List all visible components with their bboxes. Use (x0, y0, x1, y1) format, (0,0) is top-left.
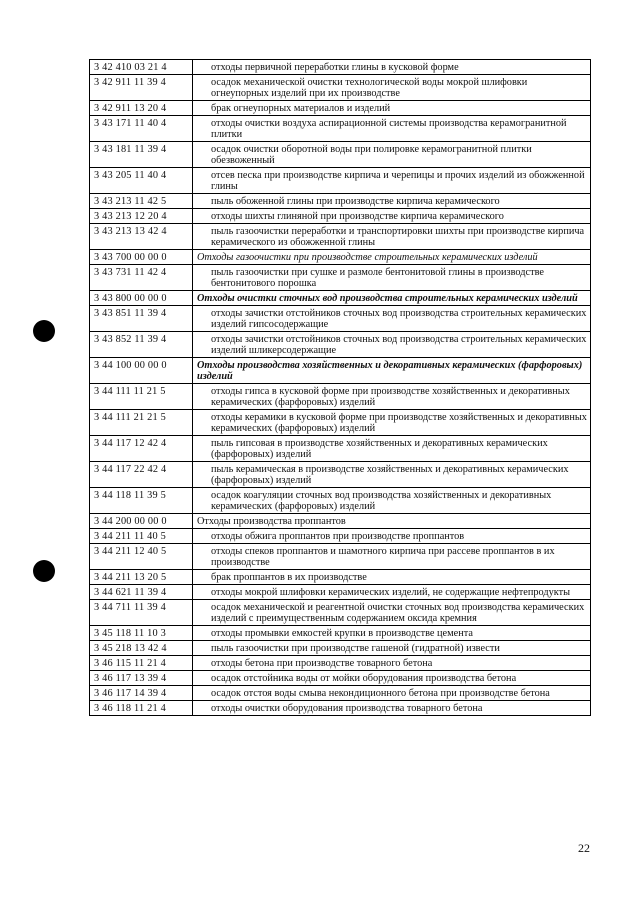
waste-description-cell: отходы зачистки отстойников сточных вод производства строительных керамических изделий гипсосодержащие (193, 306, 591, 332)
waste-description-cell: отходы мокрой шлифовки керамических изделий, не содержащие нефтепродукты (193, 585, 591, 600)
waste-code-cell: 3 46 117 14 39 4 (90, 686, 193, 701)
table-row (90, 291, 591, 306)
waste-description-cell: отходы шихты глиняной при производстве кирпича керамического (193, 209, 591, 224)
waste-description-cell: отходы керамики в кусковой форме при производстве хозяйственных и декоративных керамических (фарфоровых) изделий (193, 410, 591, 436)
table-row (90, 641, 591, 656)
waste-code-cell: 3 46 118 11 21 4 (90, 701, 193, 716)
page-number: 22 (578, 841, 590, 855)
table-row (90, 168, 591, 194)
waste-code-cell: 3 43 800 00 00 0 (90, 291, 193, 306)
waste-code-cell: 3 43 731 11 42 4 (90, 265, 193, 291)
waste-code-cell: 3 43 700 00 00 0 (90, 250, 193, 265)
waste-code-cell: 3 42 911 13 20 4 (90, 101, 193, 116)
table-row (90, 436, 591, 462)
waste-description-cell: пыль обоженной глины при производстве кирпича керамического (193, 194, 591, 209)
table-row (90, 686, 591, 701)
table-row (90, 194, 591, 209)
waste-description-cell: отходы бетона при производстве товарного бетона (193, 656, 591, 671)
waste-description-cell: Отходы очистки сточных вод производства строительных керамических изделий (193, 291, 591, 306)
table-row (90, 488, 591, 514)
table-row (90, 671, 591, 686)
table-row (90, 410, 591, 436)
table-row (90, 60, 591, 75)
table-row (90, 570, 591, 585)
waste-description-cell: осадок отстойника воды от мойки оборудования производства бетона (193, 671, 591, 686)
table-row (90, 101, 591, 116)
waste-code-cell: 3 46 115 11 21 4 (90, 656, 193, 671)
waste-description-cell: Отходы газоочистки при производстве строительных керамических изделий (193, 250, 591, 265)
waste-description-cell: отсев песка при производстве кирпича и черепицы и прочих изделий из обожженной глины (193, 168, 591, 194)
table-row (90, 514, 591, 529)
waste-description-cell: брак огнеупорных материалов и изделий (193, 101, 591, 116)
waste-description-cell: отходы зачистки отстойников сточных вод производства строительных керамических изделий шликерсодержащие (193, 332, 591, 358)
waste-code-cell: 3 44 117 12 42 4 (90, 436, 193, 462)
waste-code-cell: 3 44 621 11 39 4 (90, 585, 193, 600)
waste-code-cell: 3 45 118 11 10 3 (90, 626, 193, 641)
table-row (90, 600, 591, 626)
waste-code-cell: 3 44 211 13 20 5 (90, 570, 193, 585)
table-row (90, 358, 591, 384)
waste-code-cell: 3 44 200 00 00 0 (90, 514, 193, 529)
punch-hole-top (33, 320, 55, 342)
table-row (90, 142, 591, 168)
waste-description-cell: пыль газоочистки при производстве гашеной (гидратной) извести (193, 641, 591, 656)
waste-description-cell: пыль гипсовая в производстве хозяйственных и декоративных керамических (фарфоровых) изделий (193, 436, 591, 462)
waste-code-cell: 3 44 100 00 00 0 (90, 358, 193, 384)
waste-code-cell: 3 44 211 11 40 5 (90, 529, 193, 544)
table-row (90, 75, 591, 101)
waste-description-cell: отходы спеков проппантов и шамотного кирпича при рассеве проппантов в их производстве (193, 544, 591, 570)
table-row (90, 701, 591, 716)
waste-code-cell: 3 44 111 21 21 5 (90, 410, 193, 436)
table-row (90, 306, 591, 332)
table-row (90, 265, 591, 291)
waste-description-cell: осадок механической очистки технологической воды мокрой шлифовки огнеупорных изделий при их производстве (193, 75, 591, 101)
waste-description-cell: осадок отстоя воды смыва некондиционного бетона при производстве бетона (193, 686, 591, 701)
waste-code-cell: 3 43 181 11 39 4 (90, 142, 193, 168)
waste-code-cell: 3 43 213 12 20 4 (90, 209, 193, 224)
table-row (90, 209, 591, 224)
waste-code-cell: 3 44 111 11 21 5 (90, 384, 193, 410)
waste-code-cell: 3 46 117 13 39 4 (90, 671, 193, 686)
waste-description-cell: отходы первичной переработки глины в кусковой форме (193, 60, 591, 75)
waste-description-cell: пыль газоочистки переработки и транспортировки шихты при производстве кирпича керамического из обожженной глины (193, 224, 591, 250)
punch-hole-bottom (33, 560, 55, 582)
table-row (90, 224, 591, 250)
waste-description-cell: Отходы производства хозяйственных и декоративных керамических (фарфоровых) изделий (193, 358, 591, 384)
table-row (90, 332, 591, 358)
waste-code-cell: 3 43 852 11 39 4 (90, 332, 193, 358)
waste-code-cell: 3 43 171 11 40 4 (90, 116, 193, 142)
waste-description-cell: пыль газоочистки при сушке и размоле бентонитовой глины в производстве бентонитового порошка (193, 265, 591, 291)
waste-description-cell: осадок коагуляции сточных вод производства хозяйственных и декоративных керамических (фарфоровых) изделий (193, 488, 591, 514)
waste-code-cell: 3 43 851 11 39 4 (90, 306, 193, 332)
table-row (90, 656, 591, 671)
waste-code-cell: 3 44 711 11 39 4 (90, 600, 193, 626)
table-row (90, 529, 591, 544)
waste-code-cell: 3 43 205 11 40 4 (90, 168, 193, 194)
waste-code-cell: 3 44 118 11 39 5 (90, 488, 193, 514)
waste-description-cell: осадок очистки оборотной воды при полировке керамогранитной плитки обезвоженный (193, 142, 591, 168)
waste-description-cell: отходы очистки оборудования производства товарного бетона (193, 701, 591, 716)
table-row (90, 544, 591, 570)
waste-code-cell: 3 42 410 03 21 4 (90, 60, 193, 75)
waste-description-cell: отходы гипса в кусковой форме при производстве хозяйственных и декоративных керамических (фарфоровых) изделий (193, 384, 591, 410)
waste-description-cell: отходы обжига проппантов при производстве проппантов (193, 529, 591, 544)
waste-description-cell: пыль керамическая в производстве хозяйственных и декоративных керамических (фарфоровых) изделий (193, 462, 591, 488)
waste-code-table (89, 59, 591, 716)
waste-code-cell: 3 44 211 12 40 5 (90, 544, 193, 570)
table-row (90, 585, 591, 600)
waste-code-cell: 3 44 117 22 42 4 (90, 462, 193, 488)
waste-description-cell: отходы очистки воздуха аспирационной системы производства керамогранитной плитки (193, 116, 591, 142)
table-row (90, 384, 591, 410)
waste-code-cell: 3 45 218 13 42 4 (90, 641, 193, 656)
waste-code-cell: 3 43 213 13 42 4 (90, 224, 193, 250)
table-row (90, 116, 591, 142)
waste-code-cell: 3 42 911 11 39 4 (90, 75, 193, 101)
waste-code-cell: 3 43 213 11 42 5 (90, 194, 193, 209)
waste-description-cell: Отходы производства проппантов (193, 514, 591, 529)
table-row (90, 250, 591, 265)
waste-description-cell: брак проппантов в их производстве (193, 570, 591, 585)
waste-description-cell: осадок механической и реагентной очистки сточных вод производства керамических изделий с преимущественным содержанием оксида кремния (193, 600, 591, 626)
table-row (90, 626, 591, 641)
waste-description-cell: отходы промывки емкостей крупки в производстве цемента (193, 626, 591, 641)
table-row (90, 462, 591, 488)
